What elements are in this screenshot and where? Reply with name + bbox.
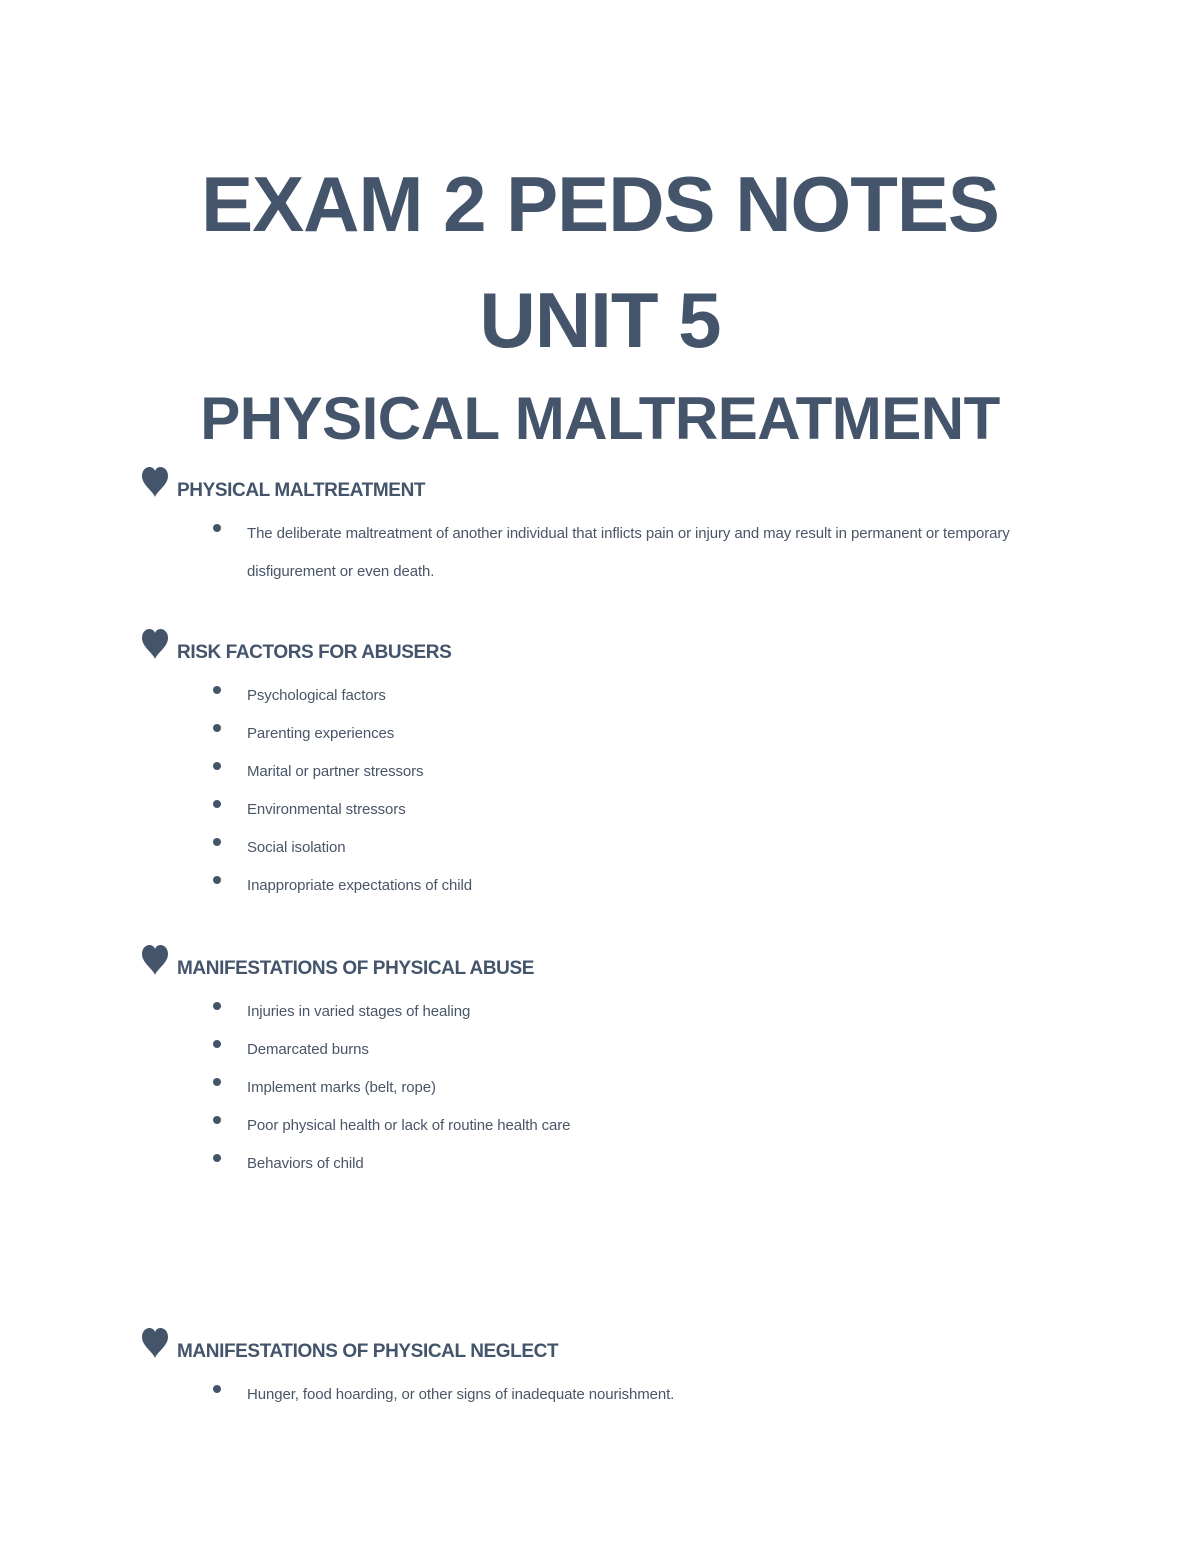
list-item [140,677,1100,715]
bullet-list [140,1376,1100,1414]
section-physical-neglect [140,1327,1100,1414]
section-heading: PHYSICAL MALTREATMENT [177,480,426,501]
list-item [140,1145,1100,1183]
section-heading-row [140,466,1100,500]
section-heading-row [140,1327,1100,1361]
list-item [140,753,1100,791]
document-subtitle: UNIT 5 [479,276,721,364]
bullet-dot [213,1154,221,1162]
list-item [140,1107,1100,1145]
section-heading-row [140,944,1100,978]
bullet-dot [213,1385,221,1393]
bullet-dot [213,838,221,846]
list-item-text: Demarcated burns [247,1041,369,1058]
list-item-text: Parenting experiences [247,725,395,742]
list-item [140,867,1100,905]
heart-icon [140,466,170,498]
section-heading: MANIFESTATIONS OF PHYSICAL NEGLECT [177,1341,559,1362]
bullet-dot [213,1116,221,1124]
heart-icon [140,628,170,660]
bullet-list [140,515,1100,591]
list-item [140,829,1100,867]
section-heading-row [140,628,1100,662]
list-item-text: The deliberate maltreatment of another individual that inflicts pain or injury and may result in permanent or temporary disfigurement or even death. [247,525,1010,580]
section-heading: RISK FACTORS FOR ABUSERS [177,642,452,663]
list-item-text: Hunger, food hoarding, or other signs of inadequate nourishment. [247,1386,675,1403]
bullet-dot [213,800,221,808]
section-heading: MANIFESTATIONS OF PHYSICAL ABUSE [177,958,535,979]
list-item-text: Poor physical health or lack of routine health care [247,1117,571,1134]
bullet-dot [213,762,221,770]
list-item-text: Social isolation [247,839,346,856]
heart-icon [140,944,170,976]
bullet-dot [213,876,221,884]
list-item-text: Marital or partner stressors [247,763,424,780]
bullet-dot [213,1078,221,1086]
list-item [140,1031,1100,1069]
section-physical-maltreatment [140,466,1100,591]
list-item-text: Psychological factors [247,687,386,704]
document-title: EXAM 2 PEDS NOTES [201,160,999,248]
list-item [140,715,1100,753]
heart-icon [140,1327,170,1359]
bullet-dot [213,1040,221,1048]
list-item [140,515,1100,591]
list-item-text: Environmental stressors [247,801,406,818]
section-risk-factors [140,628,1100,905]
list-item-text: Behaviors of child [247,1155,364,1172]
list-item-text: Implement marks (belt, rope) [247,1079,436,1096]
bullet-dot [213,724,221,732]
section-physical-abuse [140,944,1100,1183]
list-item [140,1376,1100,1414]
list-item [140,1069,1100,1107]
bullet-dot [213,1002,221,1010]
bullet-list [140,993,1100,1183]
list-item-text: Inappropriate expectations of child [247,877,472,894]
list-item-text: Injuries in varied stages of healing [247,1003,471,1020]
bullet-list [140,677,1100,905]
bullet-dot [213,524,221,532]
list-item [140,791,1100,829]
bullet-dot [213,686,221,694]
list-item [140,993,1100,1031]
topic-title: PHYSICAL MALTREATMENT [200,385,1000,452]
